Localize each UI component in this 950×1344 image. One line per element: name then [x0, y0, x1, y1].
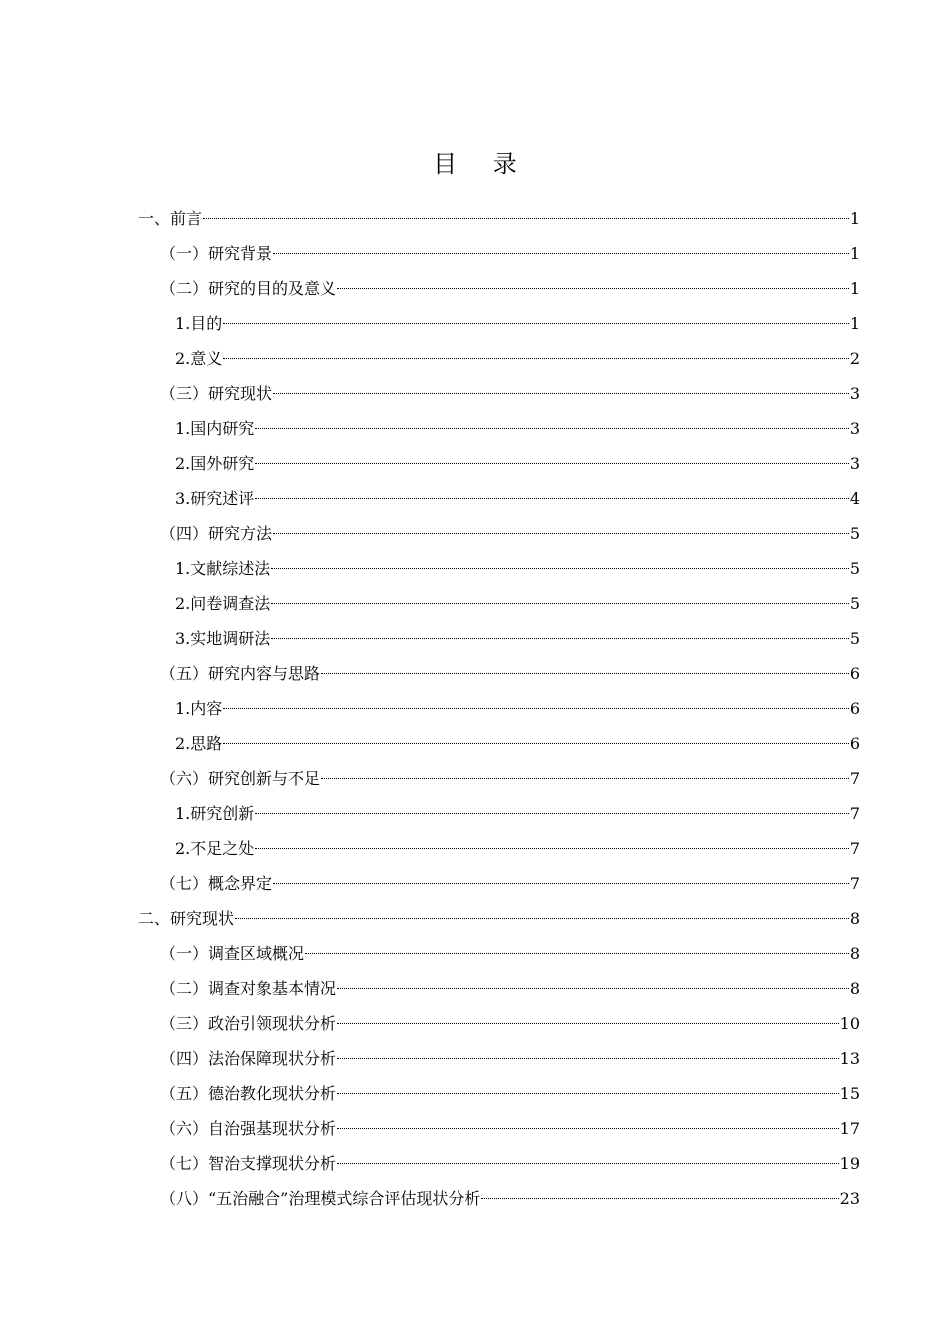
toc-entry[interactable]	[138, 586, 860, 621]
toc-entry-title: 一、前言	[138, 209, 203, 228]
toc-list	[138, 201, 860, 1216]
toc-entry[interactable]	[138, 796, 860, 831]
toc-entry-title: （六）研究创新与不足	[160, 769, 321, 788]
toc-entry[interactable]	[138, 516, 860, 551]
toc-entry[interactable]	[138, 691, 860, 726]
toc-page-number: 17	[839, 1119, 860, 1138]
toc-dot-leader	[273, 882, 849, 884]
toc-entry-title: 2.意义	[175, 349, 223, 368]
toc-page-number: 5	[849, 559, 860, 578]
toc-page-number: 6	[849, 699, 860, 718]
toc-dot-leader	[271, 602, 849, 604]
toc-dot-leader	[337, 987, 849, 989]
toc-entry[interactable]	[138, 236, 860, 271]
toc-entry[interactable]	[138, 306, 860, 341]
toc-page-number: 10	[839, 1014, 860, 1033]
toc-dot-leader	[255, 847, 849, 849]
toc-dot-leader	[305, 952, 849, 954]
toc-entry[interactable]	[138, 271, 860, 306]
toc-dot-leader	[273, 532, 849, 534]
toc-entry[interactable]	[138, 656, 860, 691]
toc-entry-title: （一）调查区域概况	[160, 944, 305, 963]
toc-entry[interactable]	[138, 726, 860, 761]
toc-dot-leader	[271, 567, 849, 569]
toc-dot-leader	[337, 1022, 839, 1024]
toc-page-number: 7	[849, 839, 860, 858]
toc-dot-leader	[337, 1057, 839, 1059]
toc-entry[interactable]	[138, 481, 860, 516]
toc-page-number: 8	[849, 944, 860, 963]
toc-dot-leader	[337, 1127, 839, 1129]
toc-dot-leader	[223, 742, 849, 744]
toc-dot-leader	[255, 427, 849, 429]
toc-entry-title: （四）法治保障现状分析	[160, 1049, 337, 1068]
toc-entry[interactable]	[138, 866, 860, 901]
toc-entry-title: （六）自治强基现状分析	[160, 1119, 337, 1138]
toc-dot-leader	[481, 1197, 838, 1199]
toc-page-number: 7	[849, 804, 860, 823]
toc-page-number: 7	[849, 874, 860, 893]
page-title: 目 录	[433, 150, 531, 178]
toc-entry[interactable]	[138, 761, 860, 796]
toc-page-number: 1	[849, 209, 860, 228]
toc-entry-title: 2.不足之处	[175, 839, 255, 858]
toc-dot-leader	[235, 917, 849, 919]
toc-entry-title: 2.思路	[175, 734, 223, 753]
toc-page-number: 6	[849, 734, 860, 753]
toc-entry[interactable]	[138, 831, 860, 866]
toc-page-number: 5	[849, 524, 860, 543]
toc-entry-title: 1.国内研究	[175, 419, 255, 438]
toc-entry[interactable]	[138, 901, 860, 936]
toc-entry[interactable]	[138, 1006, 860, 1041]
toc-dot-leader	[321, 672, 849, 674]
toc-entry[interactable]	[138, 1041, 860, 1076]
toc-entry[interactable]	[138, 971, 860, 1006]
toc-dot-leader	[273, 252, 849, 254]
toc-entry-title: 1.文献综述法	[175, 559, 271, 578]
toc-entry-title: （五）德治教化现状分析	[160, 1084, 337, 1103]
toc-page-number: 3	[849, 384, 860, 403]
toc-page-number: 23	[839, 1189, 860, 1208]
toc-entry[interactable]	[138, 201, 860, 236]
toc-entry-title: 2.国外研究	[175, 454, 255, 473]
toc-entry-title: 3.实地调研法	[175, 629, 271, 648]
toc-dot-leader	[223, 322, 849, 324]
toc-entry[interactable]	[138, 621, 860, 656]
toc-dot-leader	[337, 1092, 839, 1094]
toc-dot-leader	[255, 497, 849, 499]
toc-entry-title: 二、研究现状	[138, 909, 235, 928]
toc-entry[interactable]	[138, 1111, 860, 1146]
toc-page-number: 1	[849, 279, 860, 298]
toc-page-number: 13	[839, 1049, 860, 1068]
toc-entry-title: （五）研究内容与思路	[160, 664, 321, 683]
toc-page-number: 15	[839, 1084, 860, 1103]
toc-dot-leader	[273, 392, 849, 394]
toc-entry-title: 3.研究述评	[175, 489, 255, 508]
toc-page-number: 8	[849, 979, 860, 998]
toc-entry[interactable]	[138, 376, 860, 411]
toc-page-number: 6	[849, 664, 860, 683]
toc-page-number: 8	[849, 909, 860, 928]
toc-entry-title: （二）调查对象基本情况	[160, 979, 337, 998]
toc-entry[interactable]	[138, 1076, 860, 1111]
toc-page-number: 1	[849, 314, 860, 333]
toc-page-number: 3	[849, 419, 860, 438]
toc-entry[interactable]	[138, 1146, 860, 1181]
toc-dot-leader	[223, 357, 849, 359]
toc-dot-leader	[271, 637, 849, 639]
toc-page-number: 7	[849, 769, 860, 788]
toc-entry-title: 1.内容	[175, 699, 223, 718]
toc-entry-title: （二）研究的目的及意义	[160, 279, 337, 298]
toc-entry-title: （一）研究背景	[160, 244, 273, 263]
toc-entry-title: 1.目的	[175, 314, 223, 333]
toc-entry-title: （七）概念界定	[160, 874, 273, 893]
toc-page-number: 19	[839, 1154, 860, 1173]
toc-entry-title: 2.问卷调查法	[175, 594, 271, 613]
toc-page-number: 2	[849, 349, 860, 368]
toc-entry[interactable]	[138, 551, 860, 586]
toc-entry-title: （三）政治引领现状分析	[160, 1014, 337, 1033]
toc-entry[interactable]	[138, 446, 860, 481]
toc-dot-leader	[223, 707, 849, 709]
toc-page-number: 5	[849, 629, 860, 648]
toc-entry-title: （八）“五治融合”治理模式综合评估现状分析	[160, 1189, 481, 1208]
toc-dot-leader	[255, 812, 849, 814]
toc-dot-leader	[321, 777, 849, 779]
toc-entry-title: （三）研究现状	[160, 384, 273, 403]
toc-page-number: 4	[849, 489, 860, 508]
toc-entry-title: 1.研究创新	[175, 804, 255, 823]
toc-entry[interactable]	[138, 411, 860, 446]
toc-entry[interactable]	[138, 936, 860, 971]
toc-page-number: 1	[849, 244, 860, 263]
toc-entry[interactable]	[138, 1181, 860, 1216]
toc-entry-title: （七）智治支撑现状分析	[160, 1154, 337, 1173]
toc-entry[interactable]	[138, 341, 860, 376]
toc-dot-leader	[255, 462, 849, 464]
toc-page-number: 3	[849, 454, 860, 473]
toc-entry-title: （四）研究方法	[160, 524, 273, 543]
toc-dot-leader	[203, 217, 849, 219]
toc-page-number: 5	[849, 594, 860, 613]
toc-dot-leader	[337, 1162, 839, 1164]
toc-dot-leader	[337, 287, 849, 289]
